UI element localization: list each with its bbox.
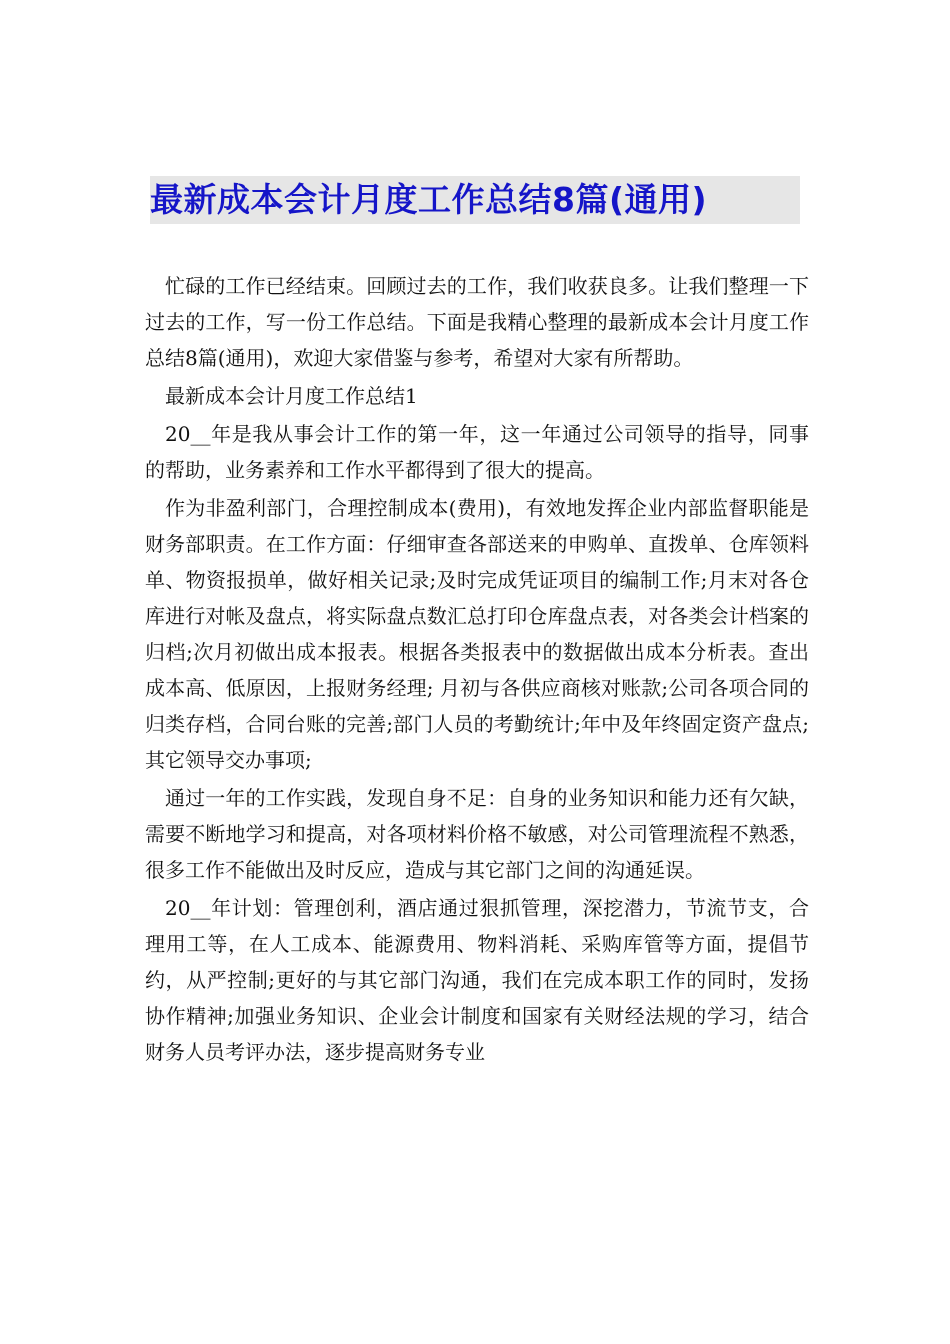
section-heading: 最新成本会计月度工作总结1 — [165, 384, 418, 408]
body-paragraph: 作为非盈利部门，合理控制成本(费用)，有效地发挥企业内部监督职能是财务部职责。在工作方面：仔细审查各部送来的申购单、直拨单、仓库领料单、物资报损单，做好相关记录;及时完成凭证项目的编制工作;月末对各仓库进行对帐及盘点，将实际盘点数汇总打印仓库盘点表，对各类会计档案的归档;次月初做出成本报表。根据各类报表中的数据做出成本分析表。查出成本高、低原因，上报财务经理; 月初与各供应商核对账款;公司各项合同的归类存档，合同台账的完善;部门人员的考勤统计;年中及年终固定资产盘点;其它领导交办事项; — [145, 496, 809, 772]
document-title: 最新成本会计月度工作总结8篇(通用) — [150, 176, 800, 224]
body-paragraph: 20__年计划：管理创利，酒店通过狠抓管理，深挖潜力，节流节支，合理用工等，在人工成本、能源费用、物料消耗、采购库管等方面，提倡节约，从严控制;更好的与其它部门沟通，我们在完成本职工作的同时，发扬协作精神;加强业务知识、企业会计制度和国家有关财经法规的学习，结合财务人员考评办法，逐步提高财务专业 — [145, 896, 809, 1064]
body-paragraph: 通过一年的工作实践，发现自身不足：自身的业务知识和能力还有欠缺，需要不断地学习和提高，对各项材料价格不敏感，对公司管理流程不熟悉，很多工作不能做出及时反应，造成与其它部门之间的沟通延误。 — [145, 786, 809, 882]
document-body — [145, 268, 809, 1070]
intro-paragraph: 忙碌的工作已经结束。回顾过去的工作，我们收获良多。让我们整理一下过去的工作，写一份工作总结。下面是我精心整理的最新成本会计月度工作总结8篇(通用)，欢迎大家借鉴与参考，希望对大家有所帮助。 — [145, 274, 809, 370]
body-paragraph: 20__年是我从事会计工作的第一年，这一年通过公司领导的指导，同事的帮助，业务素养和工作水平都得到了很大的提高。 — [145, 422, 809, 482]
